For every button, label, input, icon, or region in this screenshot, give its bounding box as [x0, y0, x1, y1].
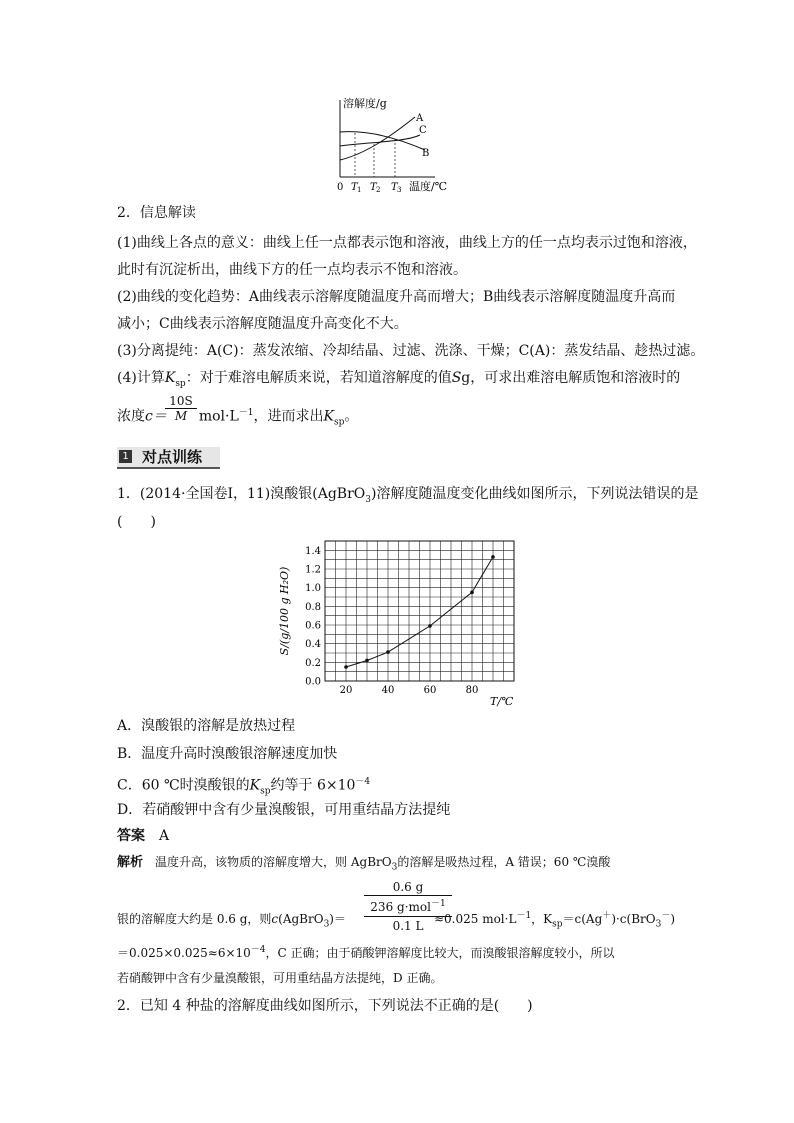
data-point [386, 650, 390, 654]
data-point [428, 624, 432, 628]
section-number-icon: 1 [119, 450, 132, 463]
q1-option-a: A．溴酸银的溶解是放热过程 [117, 718, 296, 734]
data-point [470, 591, 474, 595]
data-point [344, 665, 348, 669]
q1-analysis-3: $=0.025\times 0.025\approx 6\times 10^{-4}$，C 正确；由于硝酸钾溶解度比较大，而溴酸银溶解度较小，所以 [117, 945, 615, 960]
y-tick-label: 1.4 [305, 545, 321, 557]
y-tick-label: 1.2 [305, 564, 321, 576]
info-p1a: (1)曲线上各点的意义：曲线上任一点都表示饱和溶液，曲线上方的任一点均表示过饱和溶液， [117, 235, 697, 251]
info-p3: (3)分离提纯：A(C)：蒸发浓缩、冷却结晶、过滤、洗涤、干燥；C(A)：蒸发结晶、趁热过滤。 [117, 343, 705, 359]
data-point [491, 555, 495, 559]
agbro3-solubility-chart [270, 533, 530, 708]
y-tick-label: 0.0 [305, 676, 321, 688]
x-tick-label: 60 [423, 685, 437, 696]
c-fraction: $\frac{10S}{M}$ [165, 394, 197, 423]
info-p4b: 浓度$c= mol\cdot L^{-1}$，进而求出$K_{sp}$。 [117, 408, 359, 428]
fig1-label-a: A [416, 113, 424, 124]
y-tick-label: 0.6 [305, 620, 321, 632]
q1-analysis-2: 银的溶解度大约是 0.6 g，则c(AgBrO$_3$)＝ ≈0.025 $mol\cdot L^{-1}$，$K_{sp}=c(Ag^+)\cdot c(BrO_3^-)$ [117, 911, 676, 930]
y-tick-label: 0.2 [305, 657, 321, 669]
fig1-t2-sub: 2 [376, 186, 381, 194]
x-tick-label: 40 [381, 685, 395, 696]
fig1-xlabel: 温度/℃ [409, 180, 448, 193]
info-p2a: (2)曲线的变化趋势：A曲线表示溶解度随温度升高而增大；B曲线表示溶解度随温度升高而 [117, 289, 676, 305]
section-title: 对点训练 [142, 448, 203, 466]
fig1-t1-sub: 1 [357, 186, 362, 194]
curve-a [340, 117, 415, 160]
fig1-t2: T [370, 182, 377, 193]
solubility-diagram [325, 92, 465, 196]
info-p4a: (4)计算$K_{sp}$：对于难溶电解质来说，若知道溶解度的值Sg，可求出难溶电解质饱和溶液时的 [117, 370, 681, 389]
chart-xlabel: T/℃ [490, 695, 514, 708]
q1-answer: 答案 A [117, 828, 170, 844]
concentration-fraction: 0.6 g 236 g·mol$^{-1}$ 0.1 L [364, 879, 452, 935]
fig1-t3-sub: 3 [397, 186, 402, 194]
q1-option-b: B．温度升高时溴酸银溶解速度加快 [117, 746, 338, 762]
q1-analysis-1: 解析 温度升高，该物质的溶解度增大，则 AgBrO$_3$的溶解是吸热过程，A 错误；60 ℃溴酸 [117, 855, 611, 873]
fig1-t3: T [391, 182, 398, 193]
x-tick-label: 80 [465, 685, 479, 696]
data-point [365, 659, 369, 663]
fig1-origin: 0 [337, 182, 344, 193]
info-p1b: 此时有沉淀析出，曲线下方的任一点均表示不饱和溶液。 [117, 262, 467, 278]
q1-option-c: C．60 ℃时溴酸银的$K_{sp}$约等于 $6\times 10^{-4}$ [117, 777, 371, 797]
y-tick-label: 0.4 [305, 639, 321, 651]
q1-stem: 1．(2014·全国卷Ⅰ，11)溴酸银(AgBrO$_3$)溶解度随温度变化曲线如图所示，下列说法错误的是 [117, 486, 699, 505]
x-tick-label: 20 [339, 685, 353, 696]
chart-ylabel: S/(g/100 g H₂O) [278, 566, 291, 656]
info-p2b: 减小；C曲线表示溶解度随温度升高变化不大。 [117, 316, 408, 332]
section-header [117, 447, 220, 469]
y-tick-label: 0.8 [305, 601, 321, 613]
y-tick-label: 1.0 [305, 583, 321, 595]
fig1-label-b: B [422, 148, 430, 159]
q1-analysis-4: 若硝酸钾中含有少量溴酸银，可用重结晶方法提纯，D 正确。 [117, 971, 443, 985]
curve-c [340, 135, 420, 146]
q1-paren: ( ) [117, 514, 156, 530]
q2-stem: 2．已知 4 种盐的溶解度曲线如图所示，下列说法不正确的是( ) [117, 998, 533, 1014]
q1-option-d: D．若硝酸钾中含有少量溴酸银，可用重结晶方法提纯 [117, 802, 451, 818]
fig1-t1: T [351, 182, 358, 193]
info-heading: 2．信息解读 [117, 205, 196, 221]
fig1-ylabel: 溶解度/g [343, 97, 387, 110]
fig1-label-c: C [419, 125, 427, 136]
